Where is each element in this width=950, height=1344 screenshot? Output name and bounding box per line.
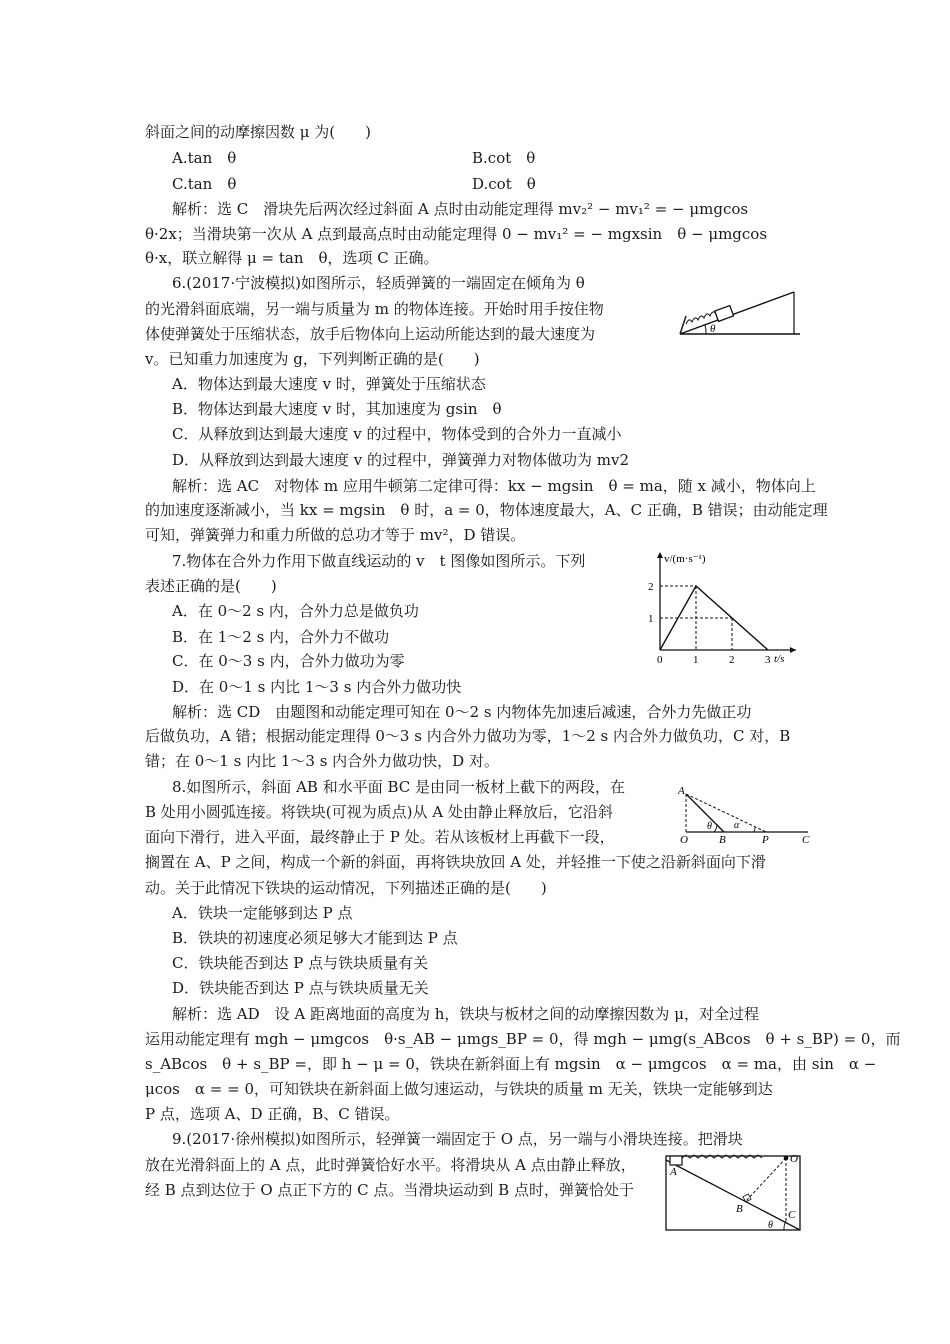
q6-solution-line: 解析：选 AC 对物体 m 应用牛顿第二定律可得：kx − mgsin θ = ma，随 x 减小，物体向上 [172,477,816,495]
q7-option-a[interactable]: A．在 0～2 s 内，合外力总是做负功 [172,602,419,620]
point-o-label: O [790,1153,798,1165]
q9-stem: 经 B 点到达位于 O 点正下方的 C 点。当滑块运动到 B 点时，弹簧恰处于 [145,1181,634,1199]
spring-wall [680,316,686,334]
q5-solution-line: 解析：选 C 滑块先后两次经过斜面 A 点时由动能定理得 mv₂² − mv₁² = − μmgcos [172,200,749,218]
theta-label: θ [768,1220,773,1231]
point-a-label: A [670,1166,677,1178]
incline-board-figure [674,782,814,846]
q5-option-b[interactable]: B.cot θ [472,149,536,167]
q8-option-d[interactable]: D．铁块能否到达 P 点与铁块质量无关 [172,979,429,997]
q8-stem: 8.如图所示，斜面 AB 和水平面 BC 是由同一板材上截下的两段，在 [172,778,626,796]
point-c-label: C [802,834,810,846]
q7-solution-line: 后做负功，A 错；根据动能定理得 0～3 s 内合外力做功为零，1～2 s 内合外力做负功，C 对，B [145,727,791,745]
x-tick-label: 1 [693,654,699,666]
q5-option-c[interactable]: C.tan θ [172,175,237,193]
y-tick-label: 1 [648,613,654,625]
point-o-label: O [680,834,688,846]
angle-arc [705,325,706,334]
q9-stem: 9.(2017·徐州模拟)如图所示，轻弹簧一端固定于 O 点，另一端与小滑块连接。把滑块 [172,1130,743,1148]
q5-solution-line: θ·2x；当滑块第一次从 A 点到最高点时由动能定理得 0 − mv₁² = − mgxsin θ − μmgcos [145,225,768,243]
q6-option-c[interactable]: C．从释放到达到最大速度 v 的过程中，物体受到的合外力一直减小 [172,425,622,443]
q6-stem: 的光滑斜面底端，另一端与质量为 m 的物体连接。开始时用手按住物 [145,300,604,318]
q5-option-a[interactable]: A.tan θ [172,149,237,167]
point-p-label: P [762,834,769,846]
q6-stem: v。已知重力加速度为 g，下列判断正确的是( ) [145,350,480,368]
q8-solution-line: μcos α = = 0，可知铁块在新斜面上做匀速运动，与铁块的质量 m 无关，铁块一定能够到达 [145,1080,773,1098]
q6-option-b[interactable]: B．物体达到最大速度 v 时，其加速度为 gsin θ [172,400,502,418]
v-t-graph [642,548,802,666]
q8-solution-line: s_ABcos θ + s_BP =，即 h − μ = 0，铁块在新斜面上有 mgsin α − μmgcos α = ma，由 sin α − [145,1055,877,1073]
q8-option-c[interactable]: C．铁块能否到达 P 点与铁块质量有关 [172,954,429,972]
q6-solution-line: 可知，弹簧弹力和重力所做的总功才等于 mv²，D 错误。 [145,526,526,544]
x-tick-label: 2 [729,654,735,666]
q7-option-d[interactable]: D．在 0～1 s 内比 1～3 s 内合外力做功快 [172,678,462,696]
q8-solution-line: 解析：选 AD 设 A 距离地面的高度为 h，铁块与板材之间的动摩擦因数为 μ，对全过程 [172,1005,759,1023]
q8-solution-line: P 点，选项 A、D 正确，B、C 错误。 [145,1105,400,1123]
q7-option-c[interactable]: C．在 0～3 s 内，合外力做功为零 [172,652,405,670]
x-axis-label: t/s [774,653,785,665]
q8-option-a[interactable]: A．铁块一定能够到达 P 点 [172,904,353,922]
q7-solution-line: 错；在 0～1 s 内比 1～3 s 内合外力做功快，D 对。 [145,752,499,770]
point-a-label: A [678,785,685,797]
y-tick-label: 2 [648,581,654,593]
y-axis-arrow [657,552,663,558]
q7-solution-line: 解析：选 CD 由题图和动能定理可知在 0～2 s 内物体先加速后减速，合外力先做正功 [172,703,752,721]
theta-arc [714,824,717,832]
q7-stem: 表述正确的是( ) [145,577,277,595]
q6-stem: 体使弹簧处于压缩状态，放手后物体向上运动所能达到的最大速度为 [145,325,596,343]
dashed-ob [746,1158,786,1201]
point-b-label: B [719,834,726,846]
x-tick-label: 3 [765,654,771,666]
q8-stem: 搁置在 A、P 之间，构成一个新的斜面，再将铁块放回 A 处，并轻推一下使之沿新斜面向下滑 [145,853,766,871]
point-b-label: B [736,1203,743,1215]
q5-option-d[interactable]: D.cot θ [472,175,536,193]
spring-slider-figure [660,1150,806,1234]
q6-option-d[interactable]: D．从释放到达到最大速度 v 的过程中，弹簧弹力对物体做功为 mv2 [172,451,630,469]
q8-solution-line: 运用动能定理有 mgh − μmgcos θ·s_AB − μmgs_BP = 0，得 mgh − μmg(s_ABcos θ + s_BP) = 0，而 [145,1030,901,1048]
y-axis-label: v/(m·s⁻¹) [664,553,706,565]
alpha-arc [754,827,755,832]
theta-label: θ [707,821,712,832]
incline-ab [686,794,724,832]
slider-block [670,1156,682,1165]
q6-option-a[interactable]: A．物体达到最大速度 v 时，弹簧处于压缩状态 [172,375,486,393]
q7-option-b[interactable]: B．在 1～2 s 内，合外力不做功 [172,628,390,646]
q8-option-b[interactable]: B．铁块的初速度必须足够大才能到达 P 点 [172,929,458,947]
q6-solution-line: 的加速度逐渐减小，当 kx = mgsin θ 时，a = 0，物体速度最大，A、C 正确，B 错误；由动能定理 [145,501,828,519]
block [715,306,734,322]
q6-stem: 6.(2017·宁波模拟)如图所示，轻质弹簧的一端固定在倾角为 θ [172,274,585,292]
q5-stem-end: 斜面之间的动摩擦因数 μ 为( ) [145,123,371,141]
incline-surface [680,292,794,334]
x-axis-arrow [790,647,796,653]
x-tick-label: 0 [657,654,663,666]
smooth-incline [666,1160,800,1230]
q9-stem: 放在光滑斜面上的 A 点，此时弹簧恰好水平。将滑块从 A 点由静止释放， [145,1156,636,1174]
q7-stem: 7.物体在合外力作用下做直线运动的 v t 图像如图所示。下列 [172,552,586,570]
q8-stem: 面向下滑行，进入平面，最终静止于 P 处。若从该板材上再截下一段， [145,828,615,846]
spring-incline-figure [676,288,804,340]
new-incline-ap [686,794,766,832]
alpha-label: α [734,820,740,831]
point-c-label: C [788,1209,796,1221]
q8-stem: 动。关于此情况下铁块的运动情况，下列描述正确的是( ) [145,879,547,897]
angle-label: θ [710,323,716,335]
q5-solution-line: θ·x，联立解得 μ = tan θ，选项 C 正确。 [145,249,439,267]
q8-stem: B 处用小圆弧连接。将铁块(可视为质点)从 A 处由静止释放后，它沿斜 [145,803,613,821]
